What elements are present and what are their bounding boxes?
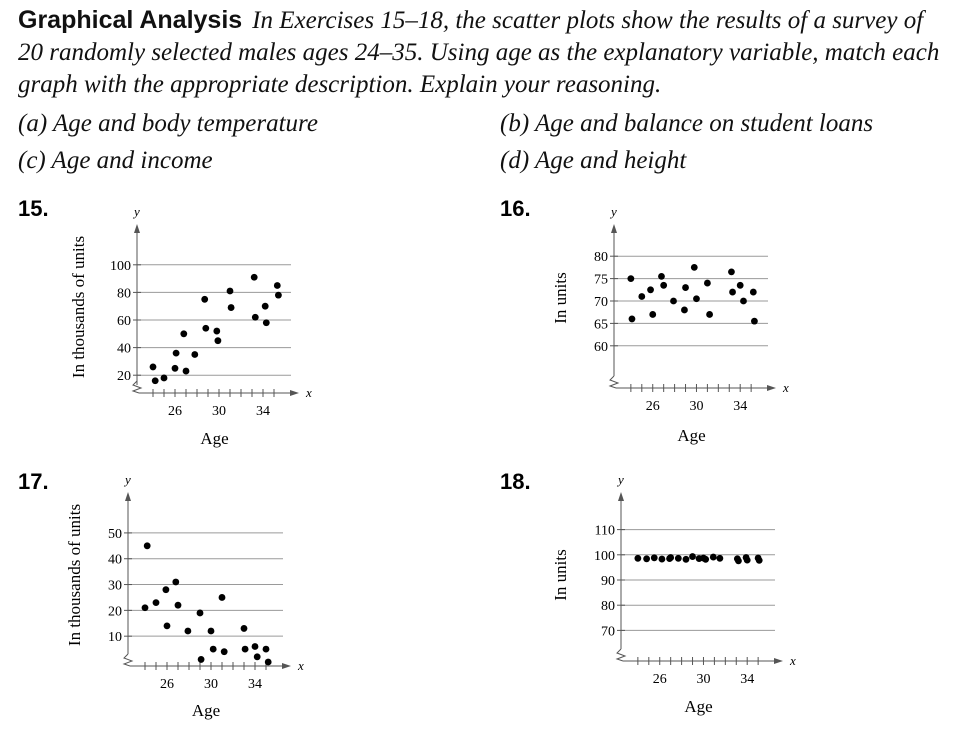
exercise-number: 15. xyxy=(18,196,49,221)
axis-break xyxy=(124,654,132,666)
y-tick-label: 10 xyxy=(108,630,122,646)
x-tick-label: 26 xyxy=(645,399,660,414)
axis-break xyxy=(610,376,618,388)
data-point xyxy=(153,599,160,606)
data-point xyxy=(263,646,270,653)
exercise-number: 18. xyxy=(500,469,531,494)
y-tick-label: 100 xyxy=(594,548,615,564)
data-point xyxy=(728,268,735,275)
chart-0 xyxy=(18,196,312,448)
data-point xyxy=(274,282,281,289)
y-symbol: y xyxy=(134,204,140,219)
option-c: (c) Age and income xyxy=(18,147,213,174)
data-point xyxy=(710,554,717,561)
data-point xyxy=(262,303,269,310)
y-axis-arrow xyxy=(125,492,131,501)
data-point xyxy=(737,282,744,289)
y-axis-title: In thousands of units xyxy=(69,235,88,379)
data-point xyxy=(660,282,667,289)
chart-1 xyxy=(500,196,789,445)
data-point xyxy=(144,542,151,549)
y-tick-label: 40 xyxy=(108,552,122,568)
data-point xyxy=(175,602,182,609)
y-tick-label: 50 xyxy=(108,526,122,542)
data-point xyxy=(251,274,258,281)
data-point xyxy=(651,554,658,561)
data-point xyxy=(735,557,742,564)
x-tick-label: 34 xyxy=(248,677,262,692)
y-tick-label: 80 xyxy=(117,286,131,302)
data-point xyxy=(202,325,209,332)
data-point xyxy=(241,625,248,632)
y-tick-label: 100 xyxy=(110,258,131,274)
y-symbol: y xyxy=(611,204,617,219)
data-point xyxy=(693,295,700,302)
data-point xyxy=(183,368,190,375)
axis-break xyxy=(617,649,625,661)
y-axis-title: In units xyxy=(551,549,570,601)
data-point xyxy=(163,586,170,593)
y-axis-title: In thousands of units xyxy=(65,503,84,647)
x-tick-label: 34 xyxy=(740,672,755,687)
data-point xyxy=(658,273,665,280)
data-point xyxy=(221,648,228,655)
x-tick-label: 30 xyxy=(204,677,218,692)
x-tick-label: 26 xyxy=(652,672,667,687)
data-point xyxy=(252,314,259,321)
section-heading: Graphical Analysis xyxy=(18,6,243,34)
x-symbol: x xyxy=(783,380,789,395)
data-point xyxy=(744,557,751,564)
data-point xyxy=(201,296,208,303)
y-tick-label: 70 xyxy=(594,295,608,310)
data-point xyxy=(185,628,192,635)
data-point xyxy=(649,311,656,318)
y-tick-label: 70 xyxy=(601,624,615,640)
data-point xyxy=(702,556,709,563)
data-point xyxy=(706,311,713,318)
data-point xyxy=(227,288,234,295)
option-a: (a) Age and body temperature xyxy=(18,110,318,137)
y-tick-label: 110 xyxy=(594,523,615,539)
data-point xyxy=(670,298,677,305)
data-point xyxy=(634,555,641,562)
data-point xyxy=(629,316,636,323)
data-point xyxy=(740,298,747,305)
x-axis-arrow xyxy=(774,658,783,664)
data-point xyxy=(197,610,204,617)
intro-text: In Exercises 15–18, the scatter plots show the results of a survey of 20 randomly selected males ages 24–35. Using age as the explanatory variable, match each graph with the appropriate description. Explain your reasoning. xyxy=(18,7,940,98)
x-axis-arrow xyxy=(282,663,291,669)
y-tick-label: 20 xyxy=(108,604,122,620)
data-point xyxy=(228,304,235,311)
y-symbol: y xyxy=(618,472,624,487)
data-point xyxy=(252,643,259,650)
data-point xyxy=(681,307,688,314)
y-tick-label: 80 xyxy=(594,250,608,266)
y-tick-label: 60 xyxy=(594,339,608,355)
data-point xyxy=(704,280,711,287)
data-point xyxy=(191,351,198,358)
x-axis-title: Age xyxy=(684,697,713,716)
y-tick-label: 90 xyxy=(601,574,615,589)
y-tick-label: 65 xyxy=(594,317,608,333)
data-point xyxy=(683,556,690,563)
x-symbol: x xyxy=(298,658,304,673)
data-point xyxy=(172,579,179,586)
data-point xyxy=(691,264,698,271)
chart-2 xyxy=(18,469,304,720)
data-point xyxy=(150,364,157,371)
data-point xyxy=(729,289,736,296)
x-axis-title: Age xyxy=(191,701,221,720)
data-point xyxy=(172,365,179,372)
data-point xyxy=(716,555,723,562)
data-point xyxy=(689,553,696,560)
y-axis-arrow xyxy=(611,224,617,233)
option-d: (d) Age and height xyxy=(500,147,687,174)
x-tick-label: 30 xyxy=(696,672,711,687)
data-point xyxy=(659,556,666,563)
option-b: (b) Age and balance on student loans xyxy=(500,110,874,137)
x-symbol: x xyxy=(790,653,796,668)
data-point xyxy=(213,328,220,335)
data-point xyxy=(750,289,757,296)
exercise-number: 17. xyxy=(18,469,49,494)
chart-3 xyxy=(500,469,796,716)
data-point xyxy=(751,318,758,325)
data-point xyxy=(142,604,149,611)
data-point xyxy=(643,555,650,562)
exercise-number: 16. xyxy=(500,196,531,221)
data-point xyxy=(208,628,215,635)
data-point xyxy=(242,646,249,653)
data-point xyxy=(627,275,634,282)
x-axis-title: Age xyxy=(677,426,706,445)
data-point xyxy=(180,330,187,337)
x-tick-label: 34 xyxy=(256,404,270,419)
data-point xyxy=(164,622,171,629)
data-point xyxy=(647,286,654,293)
x-tick-label: 30 xyxy=(212,404,226,419)
data-point xyxy=(254,653,261,660)
x-axis-arrow xyxy=(767,385,776,391)
y-tick-label: 40 xyxy=(117,341,131,357)
y-tick-label: 60 xyxy=(117,314,131,329)
data-point xyxy=(638,293,645,300)
y-symbol: y xyxy=(125,472,131,487)
data-point xyxy=(675,555,682,562)
data-point xyxy=(667,554,674,561)
y-tick-label: 75 xyxy=(594,272,608,288)
data-point xyxy=(756,557,763,564)
data-point xyxy=(210,646,217,653)
data-point xyxy=(219,594,226,601)
y-tick-label: 20 xyxy=(117,369,131,385)
y-axis-arrow xyxy=(618,492,624,501)
data-point xyxy=(161,375,168,382)
y-tick-label: 80 xyxy=(601,599,615,615)
x-tick-label: 34 xyxy=(733,399,748,414)
x-symbol: x xyxy=(306,385,312,400)
x-tick-label: 26 xyxy=(160,677,174,692)
data-point xyxy=(173,350,180,357)
y-axis-title: In units xyxy=(551,272,570,324)
data-point xyxy=(275,292,282,299)
x-tick-label: 30 xyxy=(689,399,704,414)
data-point xyxy=(265,659,272,666)
data-point xyxy=(198,656,205,663)
data-point xyxy=(682,284,689,291)
data-point xyxy=(263,319,270,326)
data-point xyxy=(215,337,222,344)
y-axis-arrow xyxy=(134,224,140,233)
x-axis-title: Age xyxy=(200,429,229,448)
y-tick-label: 30 xyxy=(108,578,122,594)
x-axis-arrow xyxy=(290,390,299,396)
data-point xyxy=(152,377,159,384)
x-tick-label: 26 xyxy=(168,404,182,419)
